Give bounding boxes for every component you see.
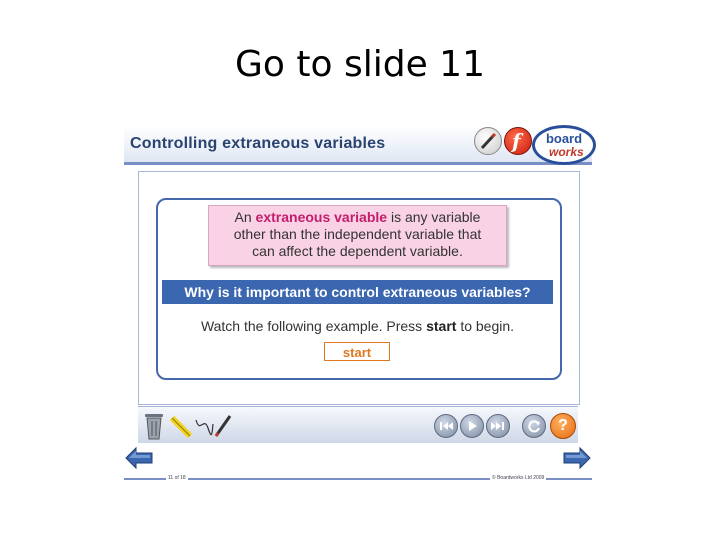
- previous-slide-icon[interactable]: [124, 446, 154, 470]
- copyright-text: © Boardworks Ltd 2009: [492, 475, 545, 481]
- slide-title: Go to slide 11: [235, 44, 485, 85]
- skip-back-icon[interactable]: [434, 414, 458, 438]
- start-button[interactable]: start: [324, 342, 390, 361]
- play-icon[interactable]: [460, 414, 484, 438]
- boardworks-logo: board works: [532, 125, 596, 165]
- skip-forward-icon[interactable]: [486, 414, 510, 438]
- help-button[interactable]: ?: [550, 413, 576, 439]
- activity-title: Controlling extraneous variables: [130, 135, 386, 152]
- freehand-icon[interactable]: [194, 414, 214, 438]
- instruction-text: Watch the following example. Press start to begin.: [200, 318, 515, 334]
- highlighter-icon[interactable]: [168, 414, 196, 440]
- flash-icon[interactable]: [504, 127, 532, 155]
- question-banner: Why is it important to control extraneous variables?: [162, 280, 553, 304]
- flash-glyph: f: [512, 129, 521, 153]
- page-counter: 11 of 18: [168, 475, 186, 481]
- pen-icon[interactable]: [212, 413, 234, 439]
- replay-icon[interactable]: [522, 414, 546, 438]
- trash-icon[interactable]: [142, 412, 166, 440]
- key-term: extraneous variable: [255, 209, 388, 225]
- definition-box: An extraneous variable is any variable other than the independent variable that can affect the dependent variable.: [208, 205, 507, 266]
- pencil-icon[interactable]: [474, 127, 502, 155]
- header-divider: [124, 162, 592, 165]
- next-slide-icon[interactable]: [562, 446, 592, 470]
